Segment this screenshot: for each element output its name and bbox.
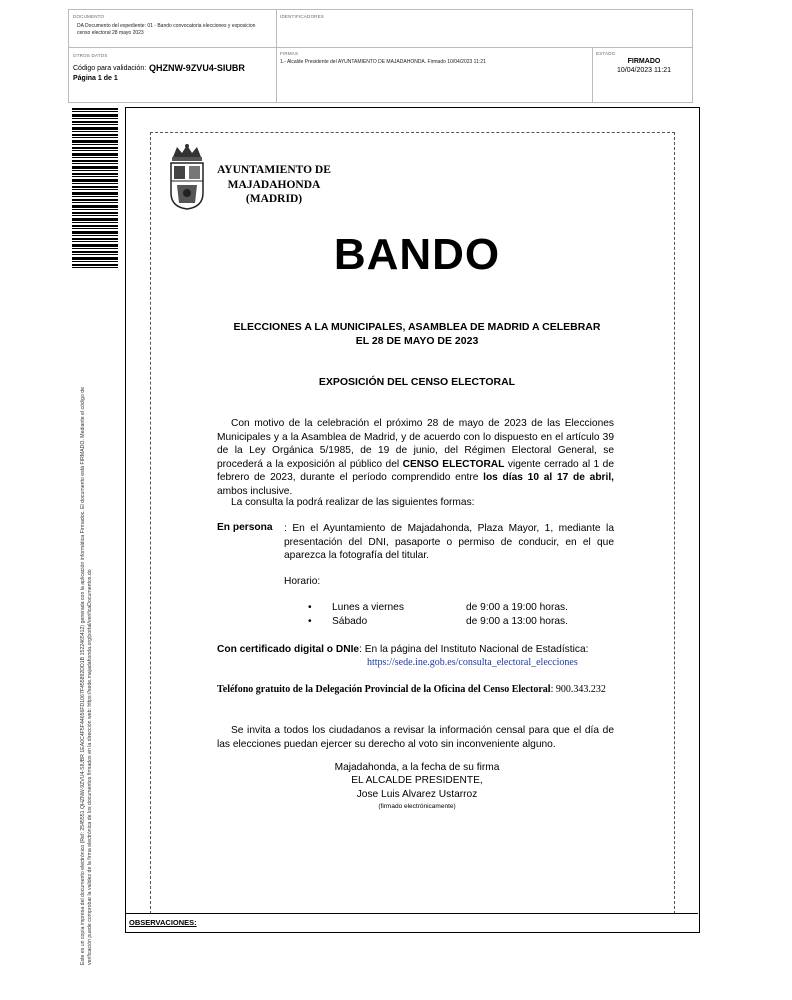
en-persona-text: : En el Ayuntamiento de Majadahonda, Plaza Mayor, 1, mediante la presentación del DNI, pasaporte o permiso de conducir, en el que aparezca la fotografía del titular. [284,523,614,561]
firmas-label: FIRMAS [280,51,299,56]
firma-text: 1.- Alcalde Presidente del AYUNTAMIENTO DE MAJADAHONDA. Firmado 10/04/2023 11:21 [280,59,486,65]
signature-role: EL ALCALDE PRESIDENTE, [351,775,483,786]
schedule-days: Lunes a viernes [332,602,404,613]
observaciones-label: OBSERVACIONES: [129,918,197,927]
election-subtitle [217,320,617,348]
ayuntamiento-line-3: (MADRID) [245,193,303,205]
subtitle-line-2: EL 28 DE MAYO DE 2023 [355,335,479,347]
page-count: Página 1 de 1 [73,75,118,82]
coat-of-arms-icon [167,143,207,211]
bullet-icon: • [308,602,312,613]
signature-place: Majadahonda, a la fecha de su firma [334,762,500,773]
horario-label: Horario: [284,576,321,587]
signature-name: Jose Luis Alvarez Ustarroz [356,789,478,800]
telefono-line: Teléfono gratuito de la Delegación Provincial de la Oficina del Censo Electoral: 900.343.232 [217,684,606,695]
certificado-line: Con certificado digital o DNIe: En la página del Instituto Nacional de Estadística: [217,644,589,655]
estado-label: ESTADO [596,51,616,56]
identificadores-label: IDENTIFICADORES [280,14,325,19]
estado-date: 10/04/2023 11:21 [617,67,671,74]
ayuntamiento-line-1: AYUNTAMIENTO DE [217,164,331,176]
schedule-hours: de 9:00 a 13:00 horas. [466,616,568,627]
consulta-text: La consulta la podrá realizar de las siguientes formas: [231,497,475,508]
section-title: EXPOSICIÓN DEL CENSO ELECTORAL [318,376,516,388]
subtitle-line-1: ELECCIONES A LA MUNICIPALES, ASAMBLEA DE MADRID A CELEBRAR [233,321,601,333]
schedule-hours: de 9:00 a 19:00 horas. [466,602,568,613]
closing-paragraph: Se invita a todos los ciudadanos a revisar la información censal para que el día de las elecciones puedan ejercer su derecho al voto sin inconveniente alguno. [217,725,614,750]
documento-label: DOCUMENTO [73,14,105,19]
margin-line-2: verificación puede comprobar la validez de la firma electrónica de los documentos firmados en la dirección web: https://sede.majadahonda.org/portal/verificaDocumentos.do [87,569,93,965]
bullet-icon: • [308,616,312,627]
validation-prefix: Código para validación: [73,65,147,72]
ayuntamiento-heading [214,163,334,207]
margin-line-1: Este es un copia impresa del documento electrónico (Ref: 2545551 QHZNW-9ZVU4-SIUBR 1EA0C4F5F44656FD1067F455892DD1B 1522465412) generada con la aplicación informática Firmadoc. El documento está FIRMADO. Mediante el código de [80,386,86,965]
intro-paragraph: Con motivo de la celebración el próximo 28 de mayo de 2023 de las Elecciones Municipales y a la Asamblea de Madrid, y de acuerdo con lo dispuesto en el artículo 39 de la Ley Orgánica 5/1985, de 19 de junio, del Régimen Electoral General, se procederá a la exposición al público del CENSO ELECTORAL vigente cerrado al 1 de febrero de 2023, durante el período comprendido entre los días 10 al 17 de abril, ambos inclusive. [217,418,614,497]
documento-text: DA Documento del expediente: 01 - Bando convocatoria elecciones y exposicion censo electoral 28 mayo 2023 [77,23,256,36]
otros-datos-label: OTROS DATOS [73,53,108,58]
observaciones-bar [125,913,698,932]
barcode [72,108,118,268]
document-header-table [68,9,693,103]
estado-value: FIRMADO [627,58,661,65]
page-title: BANDO [333,230,501,279]
en-persona-label: En persona [217,522,273,533]
verification-margin-text [80,300,94,965]
schedule-days: Sábado [332,616,368,627]
ine-link[interactable]: https://sede.ine.gob.es/consulta_electoral_elecciones [367,657,578,668]
validation-code: QHZNW-9ZVU4-SIUBR [149,63,245,73]
signature-note: (firmado electrónicamente) [378,803,456,810]
ayuntamiento-line-2: MAJADAHONDA [227,178,321,191]
